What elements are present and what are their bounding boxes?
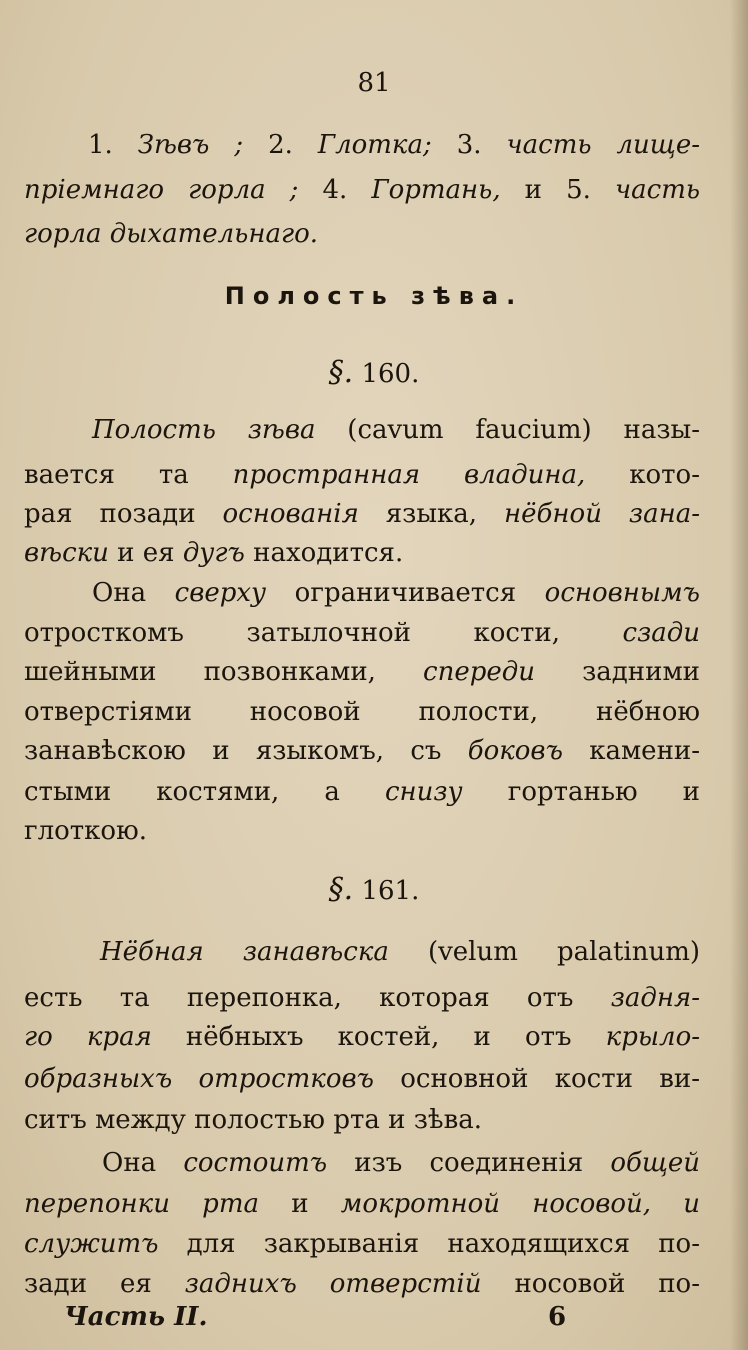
text-line: Она состоитъ изъ соединенія общей bbox=[102, 1148, 701, 1178]
text-line: Нёбная занавѣска (velum palatinum) bbox=[100, 937, 700, 967]
text-line: зади ея заднихъ отверстій носовой по- bbox=[24, 1269, 700, 1299]
section-heading: Полость зѣва. bbox=[224, 282, 524, 310]
signature-mark: Часть II. bbox=[64, 1302, 208, 1332]
text-line: рая позади основанія языка, нёбной зана- bbox=[24, 499, 700, 529]
text-line: Она сверху ограничивается основнымъ bbox=[92, 578, 700, 608]
text-line: 1. Зѣвъ ; 2. Глотка; 3. часть лище- bbox=[88, 130, 700, 160]
text-line: отверстіями носовой полости, нёбною bbox=[24, 697, 700, 727]
text-line: го края нёбныхъ костей, и отъ крыло- bbox=[24, 1022, 701, 1052]
text-line: шейными позвонками, спереди задними bbox=[24, 657, 700, 687]
text-line: ситъ между полостью рта и зѣва. bbox=[24, 1105, 482, 1135]
text-line: перепонки рта и мокротной носовой, и bbox=[24, 1189, 701, 1219]
text-line: пріемнаго горла ; 4. Гортань, и 5. часть bbox=[24, 175, 700, 205]
sheet-number: 6 bbox=[548, 1302, 567, 1332]
text-line: горла дыхательнаго. bbox=[24, 219, 319, 249]
text-line: служитъ для закрыванія находящихся по- bbox=[24, 1229, 700, 1259]
text-line: отросткомъ затылочной кости, сзади bbox=[24, 618, 701, 648]
page-number: 81 bbox=[357, 68, 391, 98]
text-line: образныхъ отростковъ основной кости ви- bbox=[24, 1064, 700, 1094]
text-line: Полость зѣва (cavum faucium) назы- bbox=[92, 415, 700, 445]
text-line: есть та перепонка, которая отъ задня- bbox=[24, 983, 701, 1013]
text-line: стыми костями, а снизу гортанью и bbox=[24, 777, 701, 807]
text-line: вается та пространная владина, кото- bbox=[24, 460, 700, 490]
text-line: вѣски и ея дугъ находится. bbox=[24, 538, 404, 568]
text-line: занавѣскою и языкомъ, съ боковъ камени- bbox=[24, 736, 701, 766]
section-number: §. 161. bbox=[328, 872, 420, 907]
text-line: глоткою. bbox=[24, 816, 147, 846]
section-number: §. 160. bbox=[328, 355, 420, 390]
